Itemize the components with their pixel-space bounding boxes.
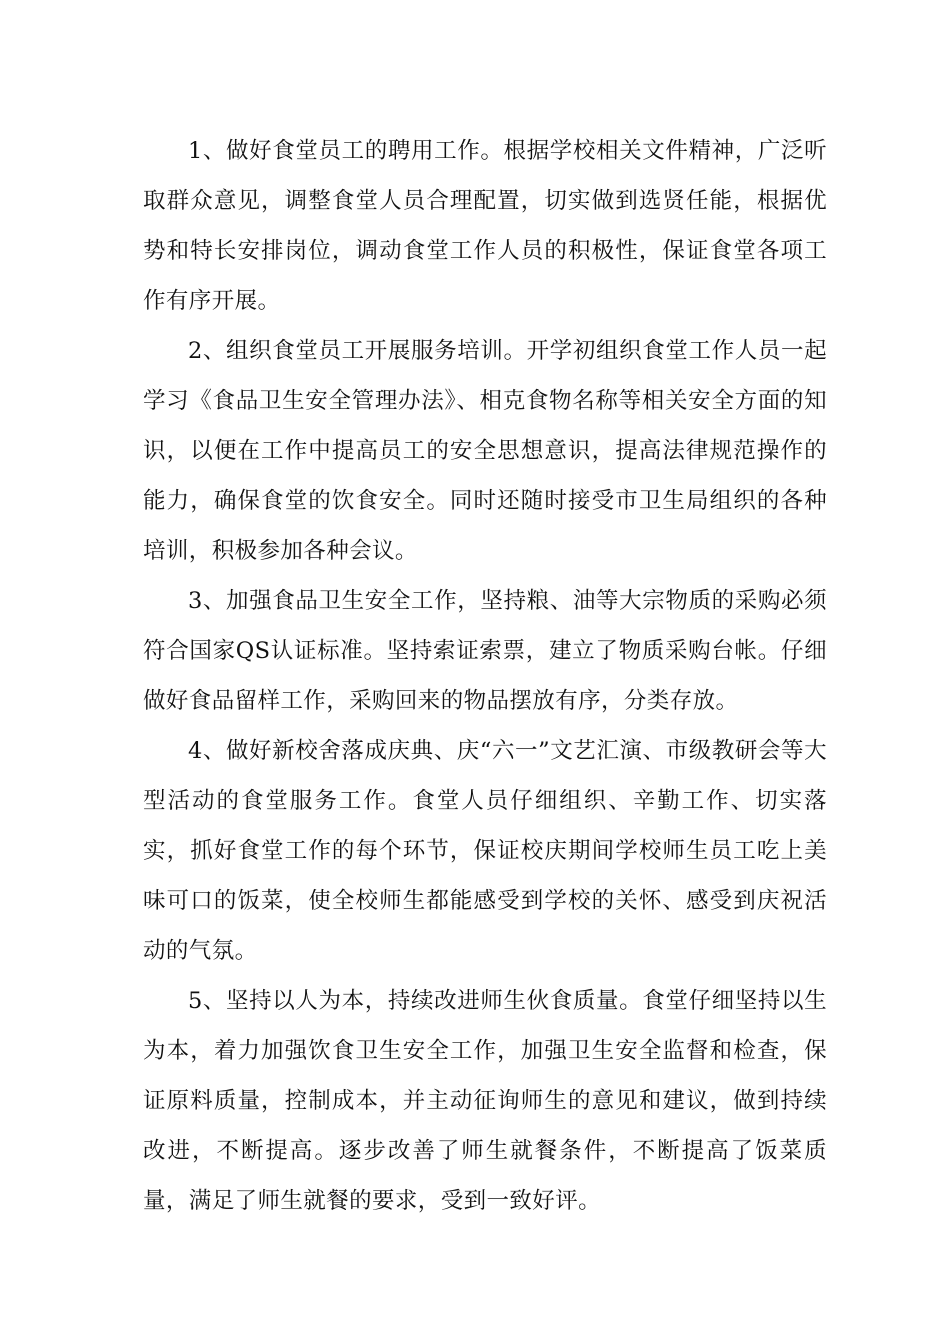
paragraph-2: 2、组织食堂员工开展服务培训。开学初组织食堂工作人员一起学习《食品卫生安全管理办法》、相克食物名称等相关安全方面的知识，以便在工作中提高员工的安全思想意识，提高法律规范操作的能力，确保食堂的饮食安全。同时还随时接受市卫生局组织的各种培训，积极参加各种会议。 (143, 338, 827, 564)
paragraph-3: 3、加强食品卫生安全工作，坚持粮、油等大宗物质的采购必须符合国家QS认证标准。坚持索证索票，建立了物质采购台帐。仔细做好食品留样工作，采购回来的物品摆放有序，分类存放。 (143, 588, 827, 714)
paragraph-4: 4、做好新校舍落成庆典、庆“六一”文艺汇演、市级教研会等大型活动的食堂服务工作。食堂人员仔细组织、辛勤工作、切实落实，抓好食堂工作的每个环节，保证校庆期间学校师生员工吃上美味可口的饭菜，使全校师生都能感受到学校的关怀、感受到庆祝活动的气氛。 (143, 738, 827, 964)
paragraph-1: 1、做好食堂员工的聘用工作。根据学校相关文件精神，广泛听取群众意见，调整食堂人员合理配置，切实做到选贤任能，根据优势和特长安排岗位，调动食堂工作人员的积极性，保证食堂各项工作有序开展。 (143, 138, 827, 314)
paragraph-5: 5、坚持以人为本，持续改进师生伙食质量。食堂仔细坚持以生为本，着力加强饮食卫生安全工作，加强卫生安全监督和检查，保证原料质量，控制成本，并主动征询师生的意见和建议，做到持续改进，不断提高。逐步改善了师生就餐条件，不断提高了饭菜质量，满足了师生就餐的要求，受到一致好评。 (143, 988, 827, 1214)
document-body (143, 126, 827, 1226)
